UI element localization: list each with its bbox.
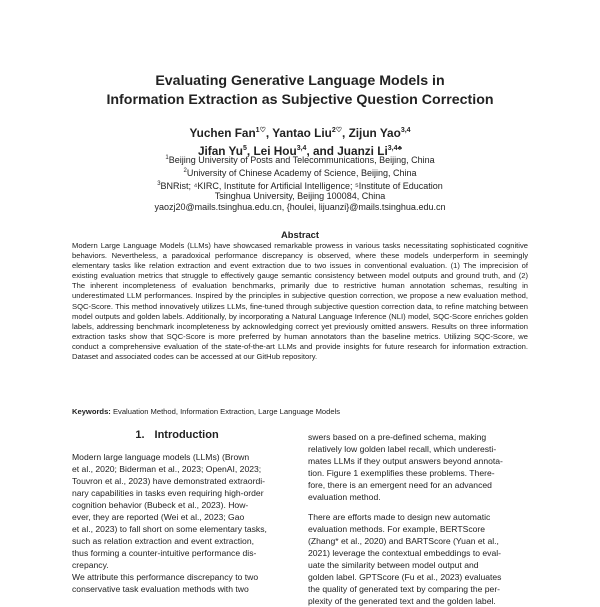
author-separator: , (246, 143, 254, 158)
body-text-line: nary capabilities in tasks even requiring high-order (72, 488, 264, 498)
body-text-line: tion. Figure 1 exemplifies these problems. There- (308, 468, 495, 478)
abstract-heading: Abstract (280, 229, 320, 240)
author-name: Jifan Yu (197, 143, 243, 158)
affiliation-line (0, 191, 600, 202)
keywords-label: Keywords: (72, 407, 111, 416)
section-title: Introduction (154, 429, 219, 441)
right-column (308, 431, 534, 607)
left-column (72, 451, 296, 595)
body-text-line: plexity of the generated text and the golden label. (308, 596, 496, 606)
affiliation-line (0, 166, 600, 179)
author-name: Yuchen Fan (189, 125, 256, 140)
body-text-line: swers based on a pre-defined schema, making (308, 432, 487, 442)
affiliation-line (0, 153, 600, 166)
affiliation-text: BNRist; ⁴KIRC, Institute for Artificial Intelligence; ⁵Institute of Education (160, 180, 443, 191)
body-text-line: the quality of generated text by comparing the per- (308, 584, 501, 594)
affiliation-text: University of Chinese Academy of Science, Beijing, China (186, 167, 417, 178)
body-text-line: We attribute this performance discrepancy to two (72, 572, 259, 582)
body-text-line: relatively low golden label recall, which underesti- (308, 444, 497, 454)
body-text-line: golden label. GPTScore (Fu et al., 2023) evaluates (308, 572, 502, 582)
author-separator: , and (306, 143, 338, 158)
author-name: Yantao Liu (272, 125, 332, 140)
affiliation-line (0, 179, 600, 192)
body-text-line: conservative task evaluation methods with two (72, 584, 249, 594)
body-text-line: such as relation extraction and event extraction, (72, 536, 255, 546)
title-line: Information Extraction as Subjective Question Correction (106, 92, 494, 108)
keywords (72, 407, 528, 417)
section-number: 1. (135, 429, 145, 441)
body-text-line: (Zhang* et al., 2020) and BARTScore (Yuan et al., (308, 536, 499, 546)
author-name: Lei Hou (253, 143, 297, 158)
paragraph-gap (308, 503, 534, 511)
affiliation-mark: 1 (165, 155, 169, 161)
author-name: Zijun Yao (348, 125, 401, 140)
body-text-line: There are efforts made to design new automatic (308, 512, 491, 522)
body-text-line: Touvron et al., 2023) have demonstrated extraordi- (72, 476, 265, 486)
author-affiliation-mark: 2♡ (331, 127, 343, 134)
body-text-line: ever, they are reported (Wei et al., 2023; Gao (72, 512, 245, 522)
author-name: Juanzi Li (337, 143, 388, 158)
body-text-line: Modern large language models (LLMs) (Brown (72, 452, 250, 462)
body-text-line: crepancy. (72, 560, 109, 570)
body-text-line: 2021) leverage the contextual embeddings to eval- (308, 548, 502, 558)
affiliation-mark: 2 (183, 167, 187, 174)
title-line: Evaluating Generative Language Models in (155, 73, 445, 89)
author-affiliation-mark: 3,4♣ (387, 144, 403, 152)
author-line (0, 123, 600, 141)
keywords-text: Evaluation Method, Information Extraction, Large Language Models (112, 407, 341, 416)
affiliation-text: Beijing University of Posts and Telecommunications, Beijing, China (168, 155, 435, 165)
body-text-line: evaluation methods. For example, BERTScore (308, 524, 486, 534)
body-text-line: et al., 2020; Biderman et al., 2023; OpenAI, 2023; (72, 464, 262, 474)
abstract-body: Modern Large Language Models (LLMs) have showcased remarkable prowess in various tasks necessitating sophisticated cognitive behaviors. Nevertheless, a paradoxical performance discrepancy is observed, where these models underperform in seemingly elementary tasks like relation extraction and event extraction due to two issues in conventional evaluation. (1) The imprecision of existing evaluation metrics that struggle to effectively gauge semantic consistency between model outputs and ground truth, and (2) The inherent incompleteness of evaluation benchmarks, primarily due to restrictive human annotation schemas, resulting in underestimated LLM performances. Inspired by the principles in subjective question correction, we propose a new evaluation method, SQC-Score. This method innovatively utilizes LLMs, fine-tuned through subjective question correction data, to refine matching between model outputs and golden labels. Additionally, by incorporating a Natural Language Inference (NLI) model, SQC-Score enriches golden labels, addressing benchmark incompleteness by acknowledging correct yet previously omitted answers. Results on three information extraction tasks show that SQC-Score is more preferred by human annotators than the baseline metrics. Utilizing SQC-Score, we conduct a comprehensive evaluation of the state-of-the-art LLMs and provide insights for future research for information extraction. Dataset and associated codes can be accessed at our GitHub repository. (72, 241, 528, 362)
affiliation-mark: 3 (157, 180, 161, 187)
paper-title (0, 72, 600, 110)
author-affiliation-mark: 3,4 (400, 127, 411, 134)
affiliation-line (0, 202, 600, 213)
body-text-line: et al., 2023) to fall short on some elementary tasks, (72, 524, 267, 534)
affiliations (0, 153, 600, 213)
body-text-line: evaluation method. (308, 492, 381, 502)
author-affiliation-mark: 1♡ (255, 127, 266, 134)
author-affiliation-mark: 3,4 (296, 144, 307, 152)
body-text-line: mates LLMs if they output answers beyond annota- (308, 456, 503, 466)
author-separator: , (342, 125, 349, 140)
body-text-line: uate the similarity between model output and (308, 560, 479, 570)
author-separator: , (265, 125, 273, 140)
author-affiliation-mark: 5 (242, 144, 247, 152)
affiliation-text: yaozj20@mails.tsinghua.edu.cn, {houlei, lijuanzi}@mails.tsinghua.edu.cn (154, 202, 446, 213)
body-text-line: thus forming a counter-intuitive performance dis- (72, 548, 257, 558)
body-text-line: cognition behavior (Bubeck et al., 2023). How- (72, 500, 249, 510)
body-text-line: fore, there is an emergent need for an advanced (308, 480, 492, 490)
section-heading (72, 429, 292, 441)
affiliation-text: Tsinghua University, Beijing 100084, China (214, 191, 386, 202)
